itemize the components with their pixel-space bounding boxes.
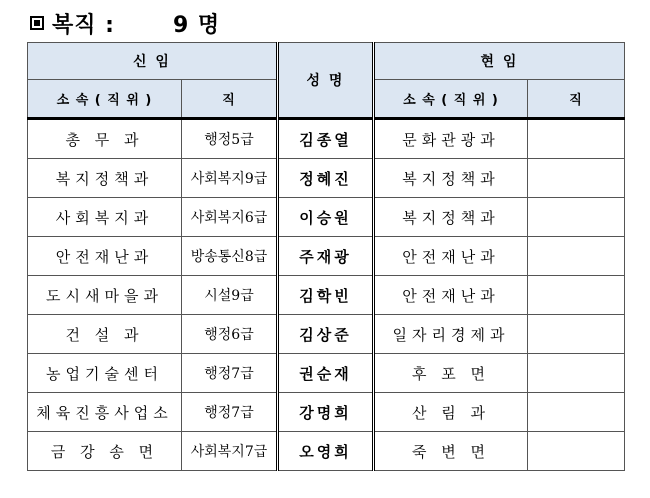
table-row [28,354,625,393]
new-affiliation-header: 소 속 ( 직 위 ) [28,80,182,119]
current-dept-cell: 죽 변 면 [374,432,528,471]
current-grade-cell [528,198,625,237]
current-dept-cell: 후 포 면 [374,354,528,393]
new-dept-cell: 안전재난과 [28,237,182,276]
new-dept-cell: 체육진흥사업소 [28,393,182,432]
current-dept-cell: 안전재난과 [374,276,528,315]
table-row [28,159,625,198]
current-grade-cell [528,393,625,432]
table-row [28,276,625,315]
name-cell: 주재광 [278,237,374,276]
new-dept-cell: 농업기술센터 [28,354,182,393]
new-grade-cell: 행정6급 [182,315,278,354]
current-grade-cell [528,315,625,354]
section-heading [30,6,220,40]
current-grade-cell [528,159,625,198]
table-row [28,237,625,276]
table-row [28,393,625,432]
current-dept-cell: 복지정책과 [374,198,528,237]
new-grade-cell: 행정7급 [182,354,278,393]
new-grade-header: 직 [182,80,278,119]
new-dept-cell: 사회복지과 [28,198,182,237]
current-dept-cell: 산 림 과 [374,393,528,432]
heading-count: 9 명 [172,12,221,38]
personnel-table [27,42,625,471]
name-cell: 이승원 [278,198,374,237]
name-header: 성 명 [278,43,374,119]
new-grade-cell: 행정7급 [182,393,278,432]
name-cell: 오영희 [278,432,374,471]
current-dept-cell: 문화관광과 [374,119,528,159]
new-grade-cell: 행정5급 [182,119,278,159]
heading-label: 복직 : [52,12,115,38]
current-grade-header: 직 [528,80,625,119]
name-cell: 정혜진 [278,159,374,198]
name-cell: 김학빈 [278,276,374,315]
name-cell: 강명희 [278,393,374,432]
name-cell: 김종열 [278,119,374,159]
table-row [28,315,625,354]
new-grade-cell: 사회복지6급 [182,198,278,237]
current-grade-cell [528,432,625,471]
current-grade-cell [528,237,625,276]
current-grade-cell [528,354,625,393]
filled-square-bullet-icon [30,16,44,30]
current-dept-cell: 복지정책과 [374,159,528,198]
new-post-header: 신 임 [28,43,278,80]
name-cell: 김상준 [278,315,374,354]
new-dept-cell: 도시새마을과 [28,276,182,315]
current-dept-cell: 일자리경제과 [374,315,528,354]
new-dept-cell: 복지정책과 [28,159,182,198]
current-affiliation-header: 소 속 ( 직 위 ) [374,80,528,119]
current-post-header: 현 임 [374,43,625,80]
new-grade-cell: 사회복지9급 [182,159,278,198]
name-cell: 권순재 [278,354,374,393]
table-row [28,198,625,237]
table-row [28,432,625,471]
current-dept-cell: 안전재난과 [374,237,528,276]
current-grade-cell [528,276,625,315]
new-grade-cell: 방송통신8급 [182,237,278,276]
current-grade-cell [528,119,625,159]
new-dept-cell: 건 설 과 [28,315,182,354]
new-grade-cell: 시설9급 [182,276,278,315]
table-row [28,119,625,159]
new-grade-cell: 사회복지7급 [182,432,278,471]
new-dept-cell: 금 강 송 면 [28,432,182,471]
new-dept-cell: 총 무 과 [28,119,182,159]
